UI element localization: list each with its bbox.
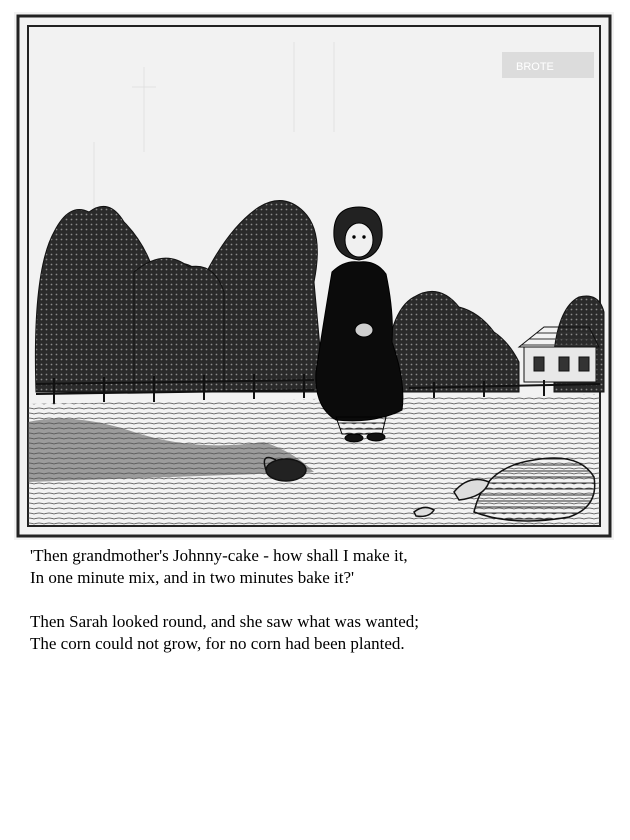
woodcut-illustration (14, 12, 614, 540)
poem-stanza-1 (30, 545, 610, 589)
poem-stanza-2 (30, 611, 610, 655)
poem-line-1: 'Then grandmother's Johnny-cake - how shall I make it, (30, 546, 408, 565)
poem-line-3: Then Sarah looked round, and she saw what was wanted; (30, 612, 420, 631)
poem-line-2: In one minute mix, and in two minutes bake it?' (30, 568, 355, 587)
poem-line-4: The corn could not grow, for no corn had been planted. (30, 634, 405, 653)
watermark-text: BROTE (516, 61, 554, 73)
